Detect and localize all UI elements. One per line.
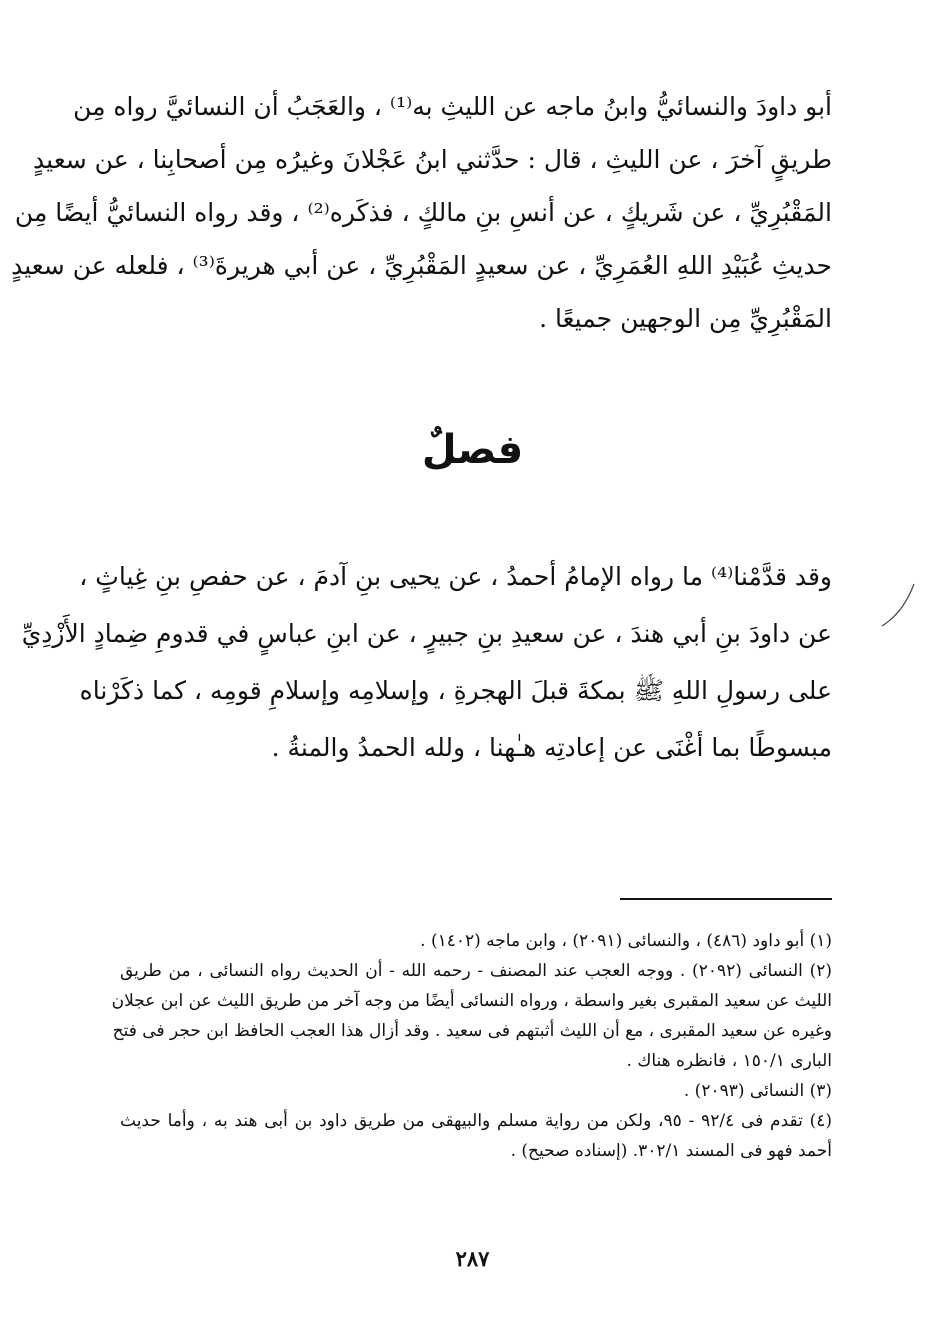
footnote-line: أحمد فهو فى المسند ٣٠٢/١. (إسناده صحيح) . [510,1141,832,1161]
text-line: المَقْبُرِيِّ مِن الوجهين جميعًا . [539,304,832,333]
footnote-line: البارى ١٥٠/١ ، فانظره هناك . [626,1051,832,1071]
text-line: المَقْبُرِيِّ ، عن شَريكٍ ، عن أنسِ بنِ مالكٍ ، فذكَره⁽²⁾ ، وقد رواه النسائيُّ أيضًا مِن [14,198,832,227]
section-heading: فصلٌ [421,427,524,473]
footnote-line: (٤) تقدم فى ٩٢/٤ - ٩٥، ولكن من رواية مسلم والبيهقى من طريق داود بن أبى هند به ، وأما حديث [120,1111,832,1131]
footnote-line: الليث عن سعيد المقبرى بغير واسطة ، ورواه النسائى أيضًا من وجه آخر من طريق الليث عن ابن عجلان [111,991,832,1011]
footnotes [111,926,832,1166]
footnote-line: (١) أبو داود (٤٨٦) ، والنسائى (٢٠٩١) ، وابن ماجه (١٤٠٢) . [420,931,832,951]
margin-pencil-mark [878,580,918,630]
text-line: عن داودَ بنِ أبي هندَ ، عن سعيدِ بنِ جبيرٍ ، عن ابنِ عباسٍ في قدومِ ضِمادٍ الأَزْدِيِّ [21,619,832,648]
text-line: على رسولِ اللهِ ﷺ بمكةَ قبلَ الهجرةِ ، وإسلامِه وإسلامِ قومِه ، كما ذكَرْناه [79,676,832,705]
text-line: حديثِ عُبَيْدِ اللهِ العُمَرِيِّ ، عن سعيدٍ المَقْبُرِيِّ ، عن أبي هريرةَ⁽³⁾ ، فلعله عن سعيدٍ [11,251,832,280]
footnote-line: (٢) النسائى (٢٠٩٢) . ووجه العجب عند المصنف - رحمه الله - أن الحديث رواه النسائى ، من طريق [120,961,832,981]
text-line: مبسوطًا بما أغْنَى عن إعادتِه هـٰهنا ، ولله الحمدُ والمنةُ . [271,733,832,762]
footnote-line: (٣) النسائى (٢٠٩٣) . [683,1081,832,1101]
text-line: طريقٍ آخرَ ، عن الليثِ ، قال : حدَّثني ابنُ عَجْلانَ وغيرُه مِن أصحابِنا ، عن سعيدٍ [33,145,832,174]
footnote-line: وغيره عن سعيد المقبرى ، مع أن الليث أثبتهم فى سعيد . وقد أزال هذا العجب الحافظ ابن حجر فى فتح [112,1021,832,1041]
text-line: وقد قدَّمْنا⁽⁴⁾ ما رواه الإمامُ أحمدُ ، عن يحيى بنِ آدمَ ، عن حفصِ بنِ غِياثٍ ، [79,562,832,591]
footnote-separator [620,898,832,900]
middle-paragraph [21,548,832,776]
page-number: ٢٨٧ [455,1246,490,1271]
top-paragraph [11,80,832,345]
text-line: أبو داودَ والنسائيُّ وابنُ ماجه عن الليثِ به⁽¹⁾ ، والعَجَبُ أن النسائيَّ رواه مِن [73,92,832,121]
